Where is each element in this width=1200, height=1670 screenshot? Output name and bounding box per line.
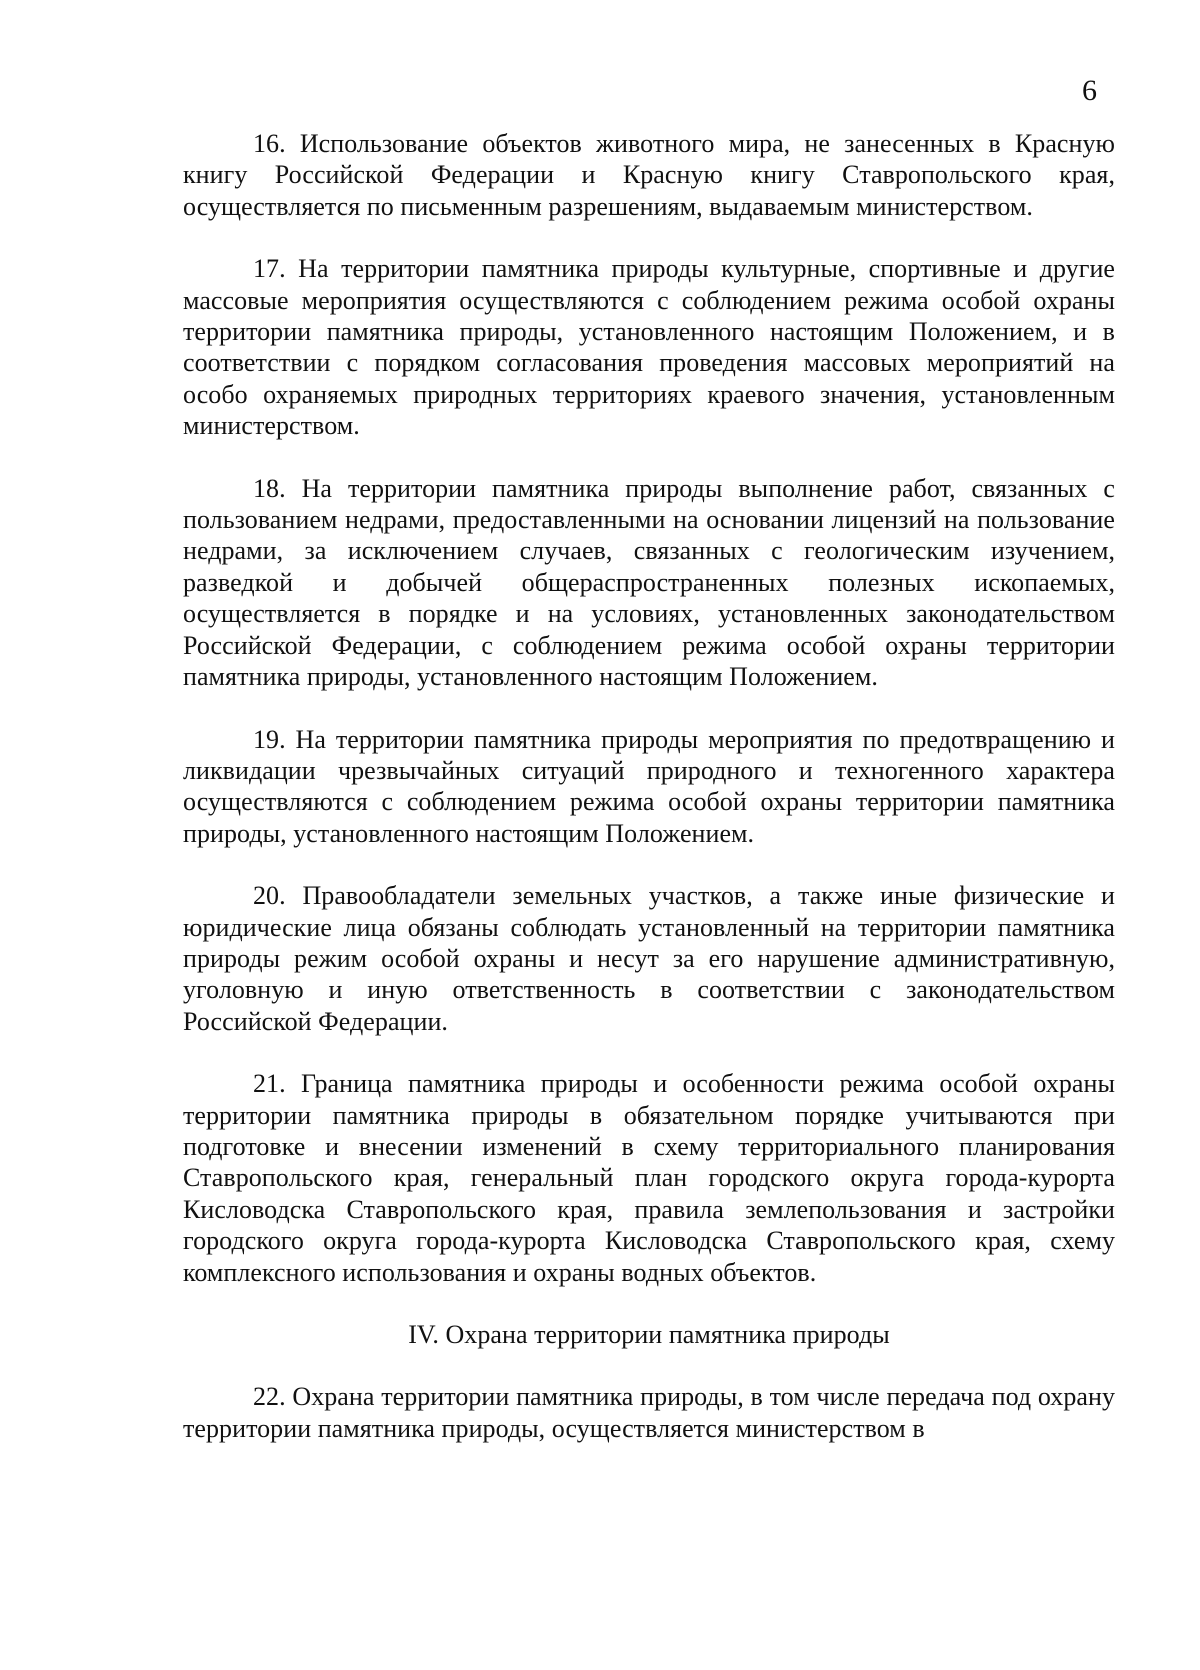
section-heading: IV. Охрана территории памятника природы — [408, 1320, 890, 1349]
paragraph-16: 16. Использование объектов животного мира, не занесенных в Красную книгу Российской Федерации и Красную книгу Ставропольского края, осуществляется по письменным разрешениям, выдаваемым министерством. — [183, 129, 1115, 221]
page-number: 6 — [1082, 74, 1097, 107]
document-body — [183, 128, 1115, 1444]
paragraph-20: 20. Правообладатели земельных участков, а также иные физические и юридические лица обязаны соблюдать установленный на территории памятника природы режим особой охраны и несут за его нарушение административную, уголовную и иную ответственность в соответствии с законодательством Российской Федерации. — [183, 881, 1115, 1036]
paragraph-17: 17. На территории памятника природы культурные, спортивные и другие массовые мероприятия осуществляются с соблюдением режима особой охраны территории памятника природы, установленного настоящим Положением, и в соответствии с порядком согласования проведения массовых мероприятий на особо охраняемых природных территориях краевого значения, установленным министерством. — [183, 254, 1115, 441]
paragraph-21: 21. Граница памятника природы и особенности режима особой охраны территории памятника природы в обязательном порядке учитываются при подготовке и внесении изменений в схему территориального планирования Ставропольского края, генеральный план городского округа города-курорта Кисловодска Ставропольского края, правила землепользования и застройки городского округа города-курорта Кисловодска Ставропольского края, схему комплексного использования и охраны водных объектов. — [183, 1069, 1115, 1287]
paragraph-19: 19. На территории памятника природы мероприятия по предотвращению и ликвидации чрезвычайных ситуаций природного и техногенного характера осуществляются с соблюдением режима особой охраны территории памятника природы, установленного настоящим Положением. — [183, 724, 1115, 848]
paragraph-22: 22. Охрана территории памятника природы, в том числе передача под охрану территории памятника природы, осуществляется министерством в — [183, 1382, 1115, 1443]
paragraph-18: 18. На территории памятника природы выполнение работ, связанных с пользованием недрами, предоставленными на основании лицензий на пользование недрами, за исключением случаев, связанных с геологическим изучением, разведкой и добычей общераспространенных полезных ископаемых, осуществляется в порядке и на условиях, установленных законодательством Российской Федерации, с соблюдением режима особой охраны территории памятника природы, установленного настоящим Положением. — [183, 473, 1115, 692]
